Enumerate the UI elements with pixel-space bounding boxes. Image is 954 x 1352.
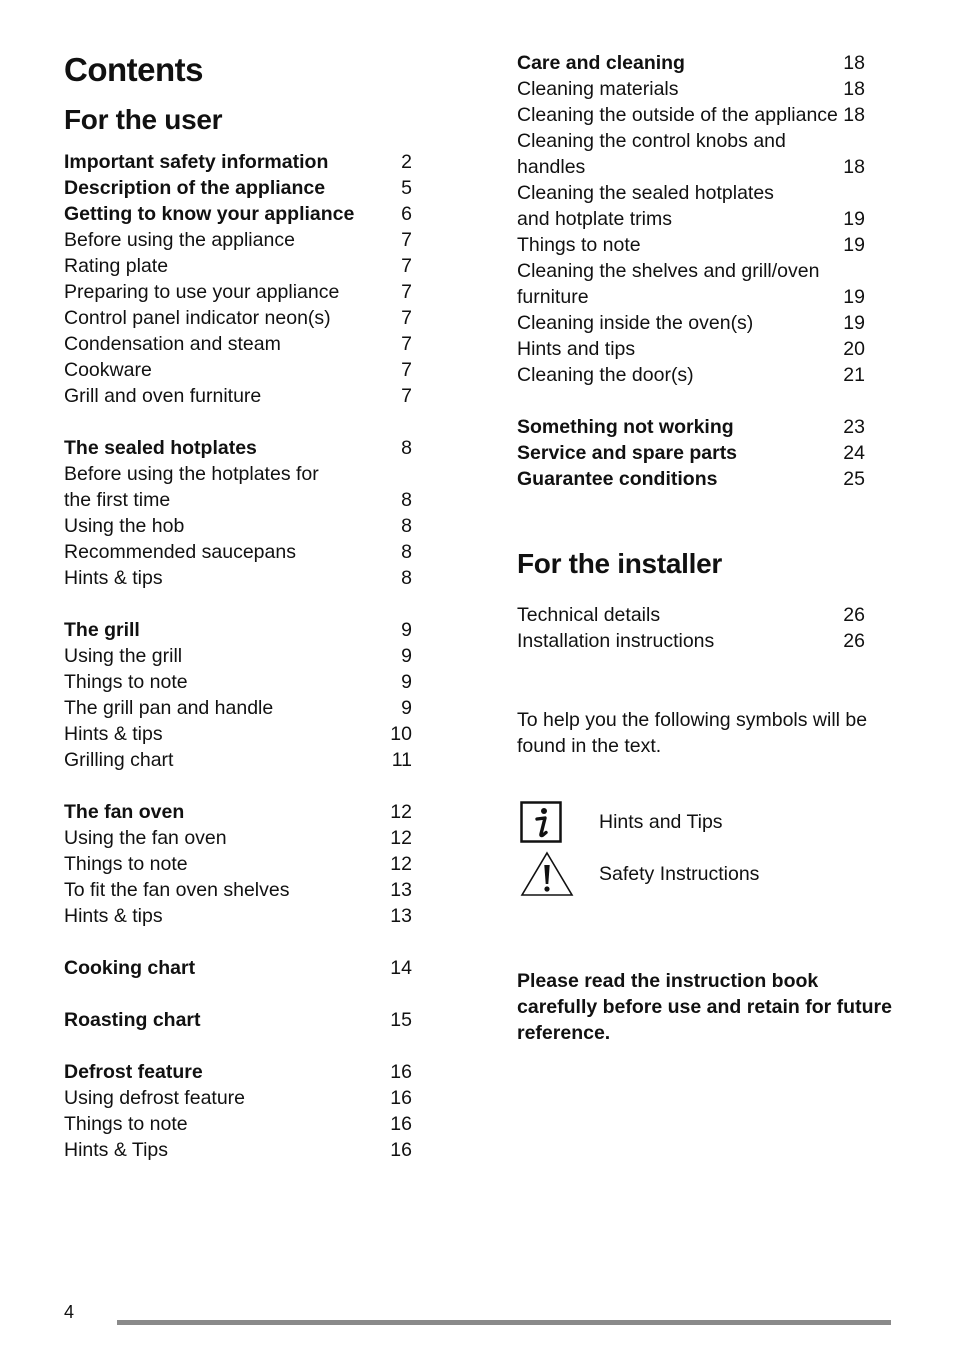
toc-spacer [517, 388, 865, 414]
legend-label-hints: Hints and Tips [599, 810, 723, 833]
toc-entry-title: The grill pan and handle [64, 697, 274, 719]
toc-entry-title: Cleaning the shelves and grill/oven furniture [517, 260, 820, 308]
toc-section-entry [64, 955, 412, 981]
legend-label-safety: Safety Instructions [599, 862, 760, 885]
toc-section-entry [64, 1007, 412, 1033]
toc-entry [64, 357, 412, 383]
toc-entry-page: 16 [390, 1113, 412, 1135]
toc-entry-title: Care and cleaning [517, 52, 685, 74]
toc-entry-title: Preparing to use your appliance [64, 281, 340, 303]
toc-entry-title: Things to note [64, 671, 188, 693]
toc-entry-title: Condensation and steam [64, 333, 281, 355]
toc-entry-title: Cleaning the control knobs and handles [517, 130, 786, 178]
toc-entry-title: Grilling chart [64, 749, 174, 771]
toc-entry-title: Before using the hotplates for the first time [64, 463, 319, 511]
toc-entry-page: 25 [843, 468, 865, 490]
toc-entry-page: 7 [401, 229, 412, 251]
toc-entry-page: 15 [390, 1009, 412, 1031]
toc-entry-page: 26 [843, 630, 865, 652]
toc-entry-title: Hints & tips [64, 905, 163, 927]
toc-entry [517, 602, 865, 628]
toc-entry-title: The grill [64, 619, 140, 641]
toc-entry [64, 1085, 412, 1111]
toc-entry-page: 7 [401, 333, 412, 355]
toc-entry-title: Cooking chart [64, 957, 196, 979]
toc-entry-title: The sealed hotplates [64, 437, 257, 459]
toc-entry-page: 8 [401, 567, 412, 589]
info-icon [520, 798, 576, 846]
toc-entry-page: 12 [390, 827, 412, 849]
toc-entry-page: 23 [843, 416, 865, 438]
toc-entry-title: Service and spare parts [517, 442, 738, 464]
toc-entry-title: To fit the fan oven shelves [64, 879, 290, 901]
toc-entry-page: 18 [843, 78, 865, 100]
toc-entry-page: 16 [390, 1061, 412, 1083]
toc-spacer [64, 409, 412, 435]
toc-entry [64, 1111, 412, 1137]
toc-entry [64, 669, 412, 695]
toc-entry-title: Cookware [64, 359, 152, 381]
toc-entry [517, 336, 865, 362]
toc-entry-title: Things to note [64, 1113, 188, 1135]
toc-entry [64, 461, 412, 513]
toc-section-entry [64, 149, 412, 175]
care-toc [517, 50, 865, 492]
toc-entry-title: Cleaning the sealed hotplates and hotplate trims [517, 182, 774, 230]
toc-entry-title: Hints and tips [517, 338, 636, 360]
page-title: Contents [64, 51, 203, 88]
page-number: 4 [64, 1302, 75, 1322]
toc-entry-title: The fan oven [64, 801, 185, 823]
toc-entry-page: 13 [390, 905, 412, 927]
toc-entry-page: 9 [401, 645, 412, 667]
toc-entry-title: Cleaning materials [517, 78, 679, 100]
toc-entry-title: Using defrost feature [64, 1087, 246, 1109]
toc-entry-page: 9 [401, 697, 412, 719]
toc-entry [64, 851, 412, 877]
toc-entry [64, 227, 412, 253]
toc-section-entry [64, 1059, 412, 1085]
toc-entry [517, 102, 865, 128]
toc-entry-page: 13 [390, 879, 412, 901]
toc-section-entry [64, 799, 412, 825]
toc-entry-title: Technical details [517, 604, 661, 626]
toc-entry-page: 18 [843, 104, 865, 126]
toc-entry-page: 19 [843, 234, 865, 256]
toc-entry-page: 16 [390, 1087, 412, 1109]
toc-entry-title: Getting to know your appliance [64, 203, 355, 225]
toc-entry-page: 26 [843, 604, 865, 626]
toc-entry-page: 12 [390, 801, 412, 823]
toc-entry [64, 331, 412, 357]
toc-entry-title: Rating plate [64, 255, 169, 277]
toc-entry-title: Guarantee conditions [517, 468, 718, 490]
toc-entry-title: Important safety information [64, 151, 329, 173]
installer-toc [517, 602, 865, 654]
toc-entry-page: 18 [843, 156, 865, 178]
toc-entry-title: Before using the appliance [64, 229, 295, 251]
toc-entry [64, 747, 412, 773]
toc-entry [517, 628, 865, 654]
toc-entry-title: Cleaning the outside of the appliance [517, 104, 838, 126]
toc-entry-title: Things to note [517, 234, 641, 256]
toc-entry [64, 565, 412, 591]
footer-rule [117, 1320, 891, 1325]
symbols-intro: To help you the following symbols will be found in the text. [517, 709, 868, 757]
toc-entry [64, 513, 412, 539]
toc-entry-page: 24 [843, 442, 865, 464]
user-toc [64, 149, 412, 1163]
toc-entry-page: 6 [401, 203, 412, 225]
toc-entry [517, 362, 865, 388]
toc-section-entry [64, 201, 412, 227]
toc-entry-page: 7 [401, 385, 412, 407]
toc-section-entry [517, 466, 865, 492]
toc-entry [517, 180, 865, 232]
toc-entry-page: 19 [843, 208, 865, 230]
toc-spacer [64, 591, 412, 617]
toc-entry-title: Using the fan oven [64, 827, 227, 849]
toc-entry-page: 18 [843, 52, 865, 74]
toc-spacer [64, 929, 412, 955]
toc-entry-title: Description of the appliance [64, 177, 326, 199]
toc-entry-page: 8 [401, 489, 412, 511]
toc-entry [517, 232, 865, 258]
toc-entry-title: Control panel indicator neon(s) [64, 307, 331, 329]
toc-entry-title: Recommended saucepans [64, 541, 296, 563]
toc-entry [517, 310, 865, 336]
toc-entry-page: 21 [843, 364, 865, 386]
toc-entry [517, 128, 865, 180]
toc-entry [64, 305, 412, 331]
toc-entry-page: 7 [401, 255, 412, 277]
toc-entry [64, 643, 412, 669]
toc-entry [517, 76, 865, 102]
toc-entry-title: Cleaning the door(s) [517, 364, 694, 386]
toc-entry-title: Hints & tips [64, 567, 163, 589]
toc-entry-page: 19 [843, 286, 865, 308]
symbol-legend [520, 796, 880, 900]
toc-section-entry [64, 617, 412, 643]
toc-entry [64, 539, 412, 565]
toc-entry [64, 695, 412, 721]
toc-section-entry [517, 440, 865, 466]
toc-entry-page: 12 [390, 853, 412, 875]
toc-entry-page: 10 [390, 723, 412, 745]
toc-entry-title: Cleaning inside the oven(s) [517, 312, 754, 334]
toc-section-entry [64, 435, 412, 461]
toc-entry-page: 7 [401, 359, 412, 381]
toc-spacer [64, 981, 412, 1007]
toc-entry-title: Something not working [517, 416, 734, 438]
toc-entry-page: 7 [401, 281, 412, 303]
toc-entry-page: 9 [401, 619, 412, 641]
legend-item-hints [520, 796, 880, 848]
toc-entry [64, 721, 412, 747]
toc-spacer [64, 773, 412, 799]
toc-entry-page: 8 [401, 541, 412, 563]
toc-entry-page: 9 [401, 671, 412, 693]
toc-section-entry [64, 175, 412, 201]
toc-entry-page: 16 [390, 1139, 412, 1161]
toc-spacer [64, 1033, 412, 1059]
toc-entry-title: Using the hob [64, 515, 185, 537]
toc-entry-page: 19 [843, 312, 865, 334]
toc-section-entry [517, 50, 865, 76]
toc-entry-title: Grill and oven furniture [64, 385, 262, 407]
user-section-heading: For the user [64, 104, 223, 135]
toc-entry-page: 8 [401, 437, 412, 459]
legend-item-safety [520, 848, 880, 900]
toc-entry [64, 903, 412, 929]
installer-section-heading: For the installer [517, 548, 722, 579]
toc-entry-title: Using the grill [64, 645, 183, 667]
toc-entry-title: Hints & tips [64, 723, 163, 745]
toc-entry-title: Roasting chart [64, 1009, 201, 1031]
toc-entry [64, 877, 412, 903]
toc-entry-title: Defrost feature [64, 1061, 203, 1083]
toc-section-entry [517, 414, 865, 440]
toc-entry-page: 20 [843, 338, 865, 360]
toc-entry-title: Things to note [64, 853, 188, 875]
toc-entry-page: 8 [401, 515, 412, 537]
toc-entry-page: 7 [401, 307, 412, 329]
toc-entry [517, 258, 865, 310]
toc-entry [64, 1137, 412, 1163]
warning-icon [520, 850, 576, 898]
toc-entry [64, 825, 412, 851]
toc-entry-page: 14 [390, 957, 412, 979]
toc-entry-title: Installation instructions [517, 630, 715, 652]
toc-entry [64, 279, 412, 305]
reading-note: Please read the instruction book carefully before use and retain for future reference. [517, 970, 892, 1044]
toc-entry-title: Hints & Tips [64, 1139, 169, 1161]
toc-entry [64, 383, 412, 409]
toc-entry-page: 2 [401, 151, 412, 173]
toc-entry-page: 11 [391, 749, 412, 771]
toc-entry-page: 5 [401, 177, 412, 199]
toc-entry [64, 253, 412, 279]
